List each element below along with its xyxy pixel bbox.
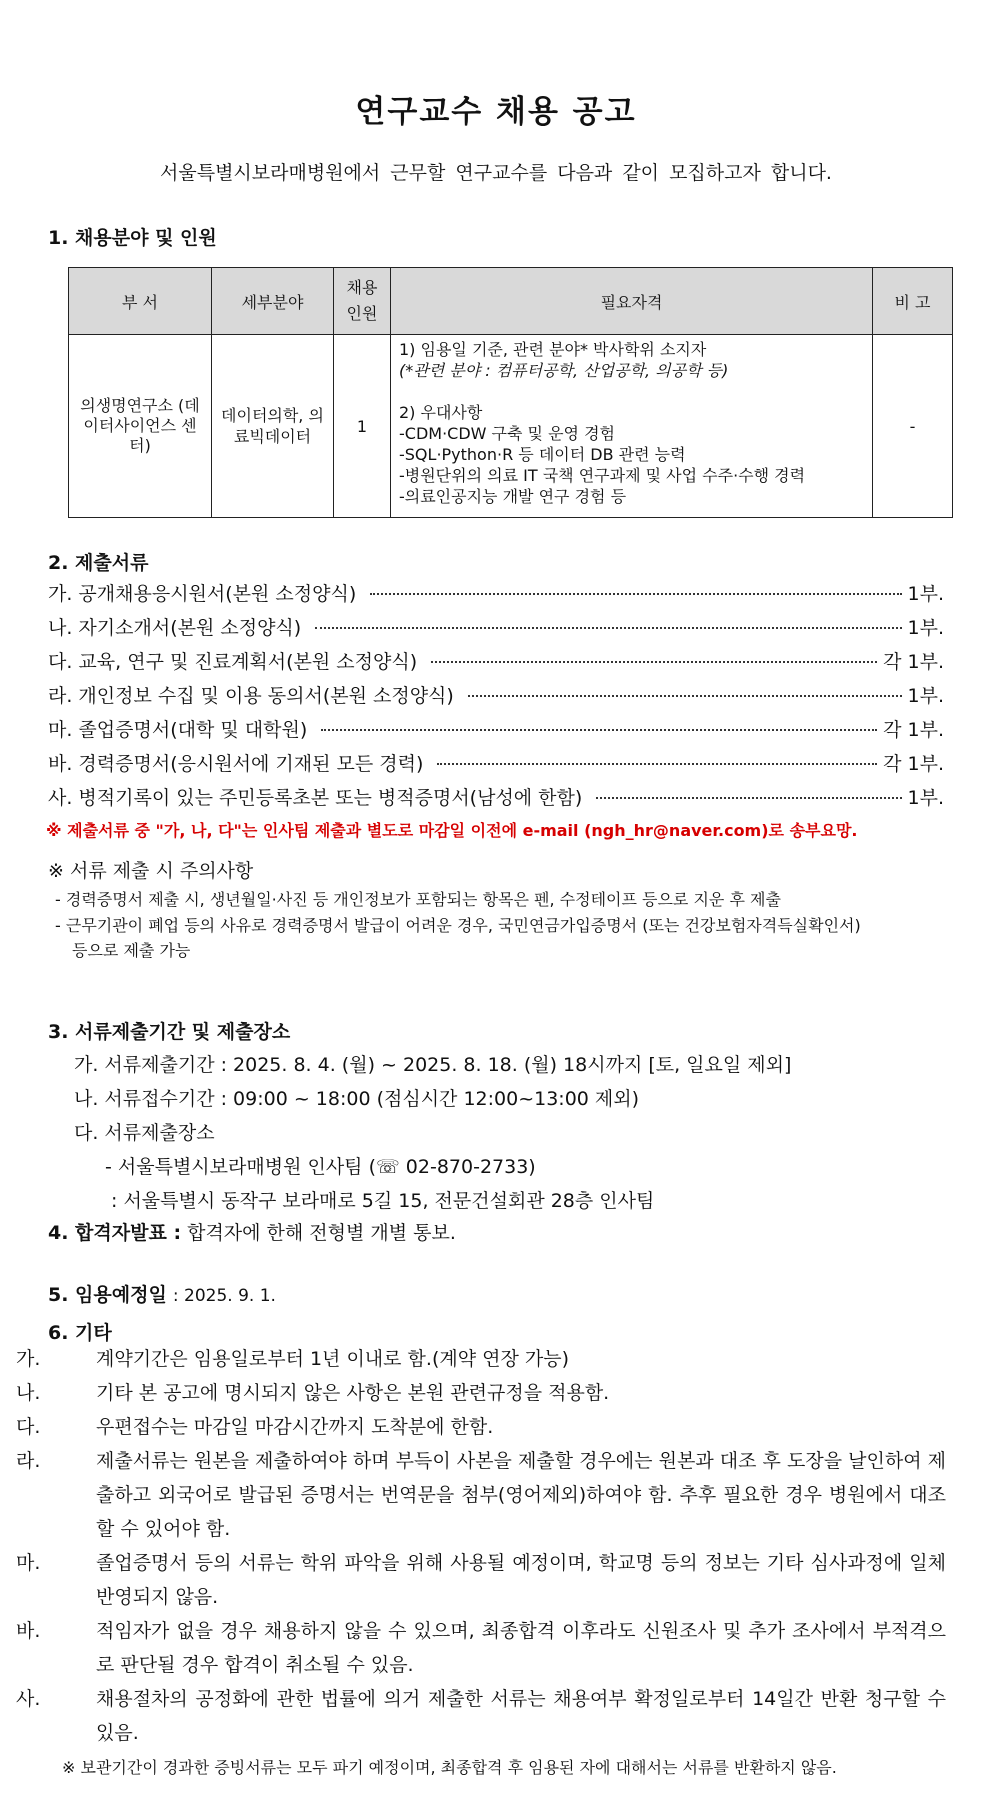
- qual-line: (*관련 분야 : 컴퓨터공학, 산업공학, 의공학 등): [399, 361, 729, 380]
- section5: [48, 1280, 276, 1307]
- doc-item: [48, 781, 944, 811]
- section4-text: 합격자에 한해 전형별 개별 통보.: [187, 1222, 456, 1244]
- misc-item: [16, 1444, 946, 1546]
- leader-dots: [468, 695, 902, 697]
- footnote: ※ 보관기간이 경과한 증빙서류는 모두 파기 예정이며, 최종합격 후 임용된 자에 대해서는 서류를 반환하지 않음.: [62, 1758, 837, 1777]
- leader-dots: [596, 797, 901, 799]
- caution-item: 등으로 제출 가능: [72, 941, 191, 960]
- item-text: 계약기간은 임용일로부터 1년 이내로 함.(계약 연장 가능): [96, 1348, 569, 1370]
- item-mark: 마.: [16, 1552, 41, 1574]
- submission-place-label: 다. 서류제출장소: [74, 1122, 215, 1144]
- doc-count: 1부.: [907, 616, 944, 639]
- section2-heading: 2. 제출서류: [48, 552, 149, 574]
- doc-label: 라. 개인정보 수집 및 이용 동의서(본원 소정양식): [48, 684, 454, 707]
- caution-title: ※ 서류 제출 시 주의사항: [48, 860, 254, 882]
- item-text: 채용절차의 공정화에 관한 법률에 의거 제출한 서류는 채용여부 확정일로부터 14일간 반환 청구할 수 있음.: [96, 1688, 946, 1744]
- item-mark: 라.: [16, 1450, 41, 1472]
- submission-period: 가. 서류제출기간 : 2025. 8. 4. (월) ~ 2025. 8. 18. (월) 18시까지 [토, 일요일 제외]: [74, 1054, 792, 1076]
- cell-quals: [391, 335, 873, 518]
- table-row: [69, 335, 953, 518]
- section6-heading: 6. 기타: [48, 1322, 112, 1344]
- qual-line: 2) 우대사항: [399, 403, 483, 422]
- caution-item: - 경력증명서 제출 시, 생년월일·사진 등 개인정보가 포함되는 항목은 펜, 수정테이프 등으로 지운 후 제출: [55, 890, 781, 909]
- doc-item: [48, 645, 944, 675]
- item-text: 우편접수는 마감일 마감시간까지 도착분에 한함.: [96, 1416, 494, 1438]
- item-mark: 나.: [16, 1382, 41, 1404]
- page-title: 연구교수 채용 공고: [355, 94, 637, 130]
- doc-label: 사. 병적기록이 있는 주민등록초본 또는 병적증명서(남성에 한함): [48, 786, 583, 809]
- qual-line: -SQL·Python·R 등 데이터 DB 관련 능력: [399, 445, 686, 464]
- doc-item: [48, 611, 944, 641]
- section1-heading: 1. 채용분야 및 인원: [48, 227, 217, 249]
- doc-count: 각 1부.: [883, 718, 944, 741]
- cell-field: 데이터의학, 의료빅데이터: [212, 335, 334, 518]
- item-text: 졸업증명서 등의 서류는 학위 파악을 위해 사용될 예정이며, 학교명 등의 정보는 기타 심사과정에 일체 반영되지 않음.: [96, 1552, 946, 1608]
- leader-dots: [431, 661, 877, 663]
- caution-item: - 근무기관이 폐업 등의 사유로 경력증명서 발급이 어려운 경우, 국민연금가입증명서 (또는 건강보험자격득실확인서): [55, 916, 861, 935]
- doc-label: 바. 경력증명서(응시원서에 기재된 모든 경력): [48, 752, 424, 775]
- intro-text: 서울특별시보라매병원에서 근무할 연구교수를 다음과 같이 모집하고자 합니다.: [160, 162, 832, 184]
- qual-line: 1) 임용일 기준, 관련 분야* 박사학위 소지자: [399, 340, 707, 359]
- qual-line: -의료인공지능 개발 연구 경험 등: [399, 487, 627, 506]
- doc-item: [48, 679, 944, 709]
- misc-item: [16, 1614, 946, 1682]
- leader-dots: [437, 763, 877, 765]
- misc-item: [16, 1682, 946, 1750]
- misc-item: [16, 1546, 946, 1614]
- doc-item: [48, 577, 944, 607]
- item-mark: 사.: [16, 1688, 41, 1710]
- item-mark: 바.: [16, 1620, 41, 1642]
- header-field: 세부분야: [212, 268, 334, 335]
- submission-address: : 서울특별시 동작구 보라매로 5길 15, 전문건설회관 28층 인사팀: [111, 1190, 655, 1212]
- reception-hours: 나. 서류접수기간 : 09:00 ~ 18:00 (점심시간 12:00~13:00 제외): [74, 1088, 640, 1110]
- doc-item: [48, 747, 944, 777]
- header-dept: 부 서: [69, 268, 212, 335]
- misc-item: [16, 1410, 946, 1444]
- leader-dots: [321, 729, 877, 731]
- doc-count: 1부.: [907, 582, 944, 605]
- leader-dots: [315, 627, 901, 629]
- qual-line: -병원단위의 의료 IT 국책 연구과제 및 사업 수주·수행 경력: [399, 466, 806, 485]
- leader-dots: [370, 593, 901, 595]
- header-quals: 필요자격: [391, 268, 873, 335]
- cell-dept: 의생명연구소 (데이터사이언스 센터): [69, 335, 212, 518]
- header-count: 채용 인원: [334, 268, 391, 335]
- qual-line: -CDM·CDW 구축 및 운영 경험: [399, 424, 616, 443]
- cell-count: 1: [334, 335, 391, 518]
- doc-label: 가. 공개채용응시원서(본원 소정양식): [48, 582, 357, 605]
- doc-label: 다. 교육, 연구 및 진료계획서(본원 소정양식): [48, 650, 418, 673]
- doc-label: 나. 자기소개서(본원 소정양식): [48, 616, 302, 639]
- doc-count: 각 1부.: [883, 752, 944, 775]
- item-text: 적임자가 없을 경우 채용하지 않을 수 있으며, 최종합격 이후라도 신원조사 및 추가 조사에서 부적격으로 판단될 경우 합격이 취소될 수 있음.: [96, 1620, 946, 1676]
- section5-heading: 5. 임용예정일: [48, 1284, 167, 1306]
- doc-count: 1부.: [907, 786, 944, 809]
- cell-note: -: [873, 335, 953, 518]
- item-text: 제출서류는 원본을 제출하여야 하며 부득이 사본을 제출할 경우에는 원본과 대조 후 도장을 날인하여 제출하고 외국어로 발급된 증명서는 번역문을 첨부(영어제외)하여야 함. 추후 필요한 경우 병원에서 대조할 수 있어야 함.: [96, 1450, 946, 1540]
- misc-item: [16, 1376, 946, 1410]
- header-note: 비 고: [873, 268, 953, 335]
- doc-count: 각 1부.: [883, 650, 944, 673]
- doc-item: [48, 713, 944, 743]
- section5-text: : 2025. 9. 1.: [172, 1286, 276, 1306]
- section4-heading: 4. 합격자발표 :: [48, 1222, 182, 1244]
- item-mark: 다.: [16, 1416, 41, 1438]
- item-text: 기타 본 공고에 명시되지 않은 사항은 본원 관련규정을 적용함.: [96, 1382, 610, 1404]
- section4: [48, 1218, 456, 1245]
- doc-label: 마. 졸업증명서(대학 및 대학원): [48, 718, 308, 741]
- misc-item: [16, 1342, 946, 1376]
- email-notice: ※ 제출서류 중 "가, 나, 다"는 인사팀 제출과 별도로 마감일 이전에 e-mail (ngh_hr@naver.com)로 송부요망.: [46, 821, 858, 840]
- submission-place: - 서울특별시보라매병원 인사팀 (☏ 02-870-2733): [105, 1156, 536, 1178]
- section3-heading: 3. 서류제출기간 및 제출장소: [48, 1021, 291, 1043]
- qual-spacer: [399, 381, 864, 402]
- table-header-row: [69, 268, 953, 335]
- item-mark: 가.: [16, 1348, 41, 1370]
- requirements-table: [68, 267, 953, 518]
- doc-count: 1부.: [907, 684, 944, 707]
